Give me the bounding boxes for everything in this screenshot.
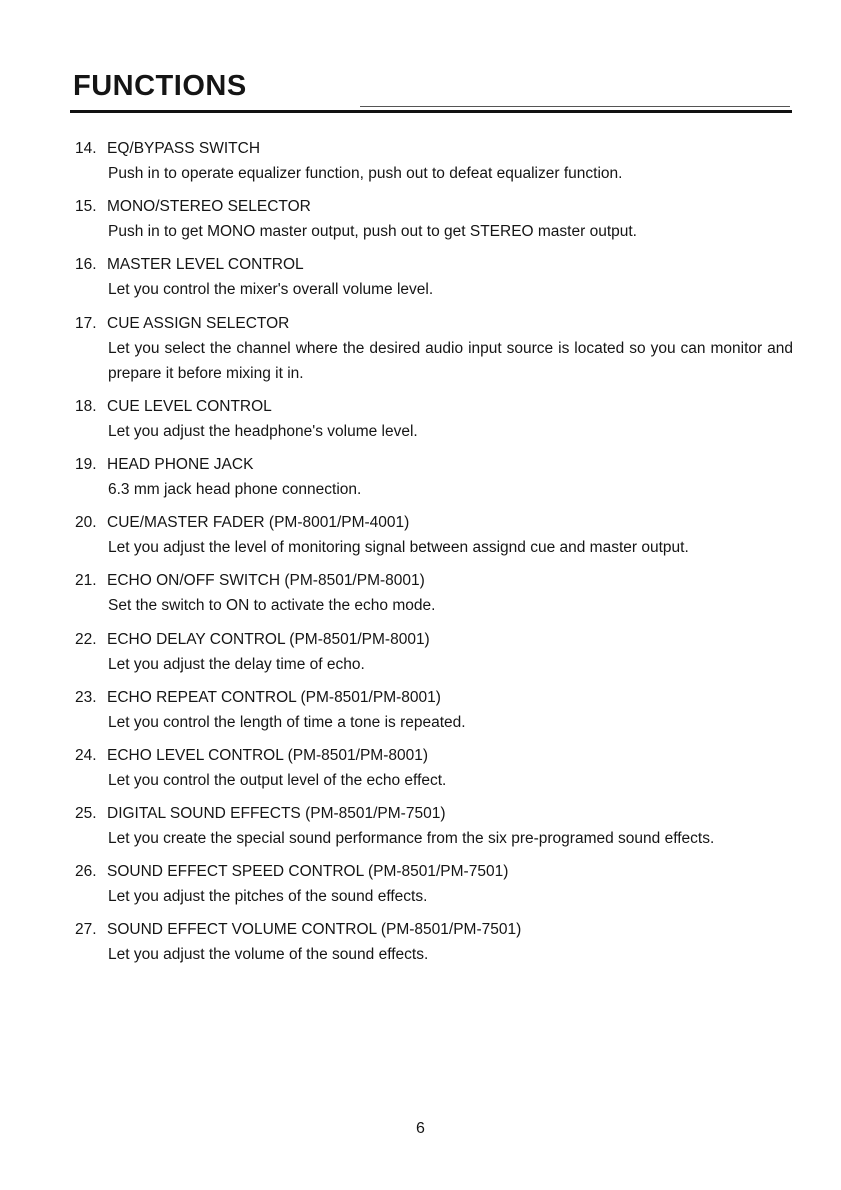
- function-description: Let you create the special sound performance from the six pre-programed sound effects.: [108, 830, 715, 848]
- title-rule-thin: [360, 106, 790, 107]
- function-number: 17.: [75, 314, 97, 332]
- function-number: 23.: [75, 688, 97, 706]
- function-description: Push in to get MONO master output, push out to get STEREO master output.: [108, 223, 637, 241]
- function-heading: [75, 510, 793, 535]
- function-number: 15.: [75, 198, 97, 216]
- function-title: SOUND EFFECT VOLUME CONTROL (PM-8501/PM-7501): [107, 921, 522, 939]
- title-rule: [70, 110, 792, 113]
- function-heading: [75, 859, 793, 884]
- function-description: Let you adjust the level of monitoring signal between assignd cue and master output.: [108, 539, 689, 557]
- function-heading: [75, 743, 793, 768]
- function-heading: [75, 568, 793, 593]
- function-title: EQ/BYPASS SWITCH: [107, 140, 261, 157]
- function-item: [75, 311, 793, 386]
- function-heading: [75, 801, 793, 826]
- function-description: Let you adjust the headphone's volume level.: [108, 422, 418, 440]
- function-item: [75, 194, 793, 244]
- function-heading: [75, 194, 793, 219]
- function-heading: [75, 917, 793, 942]
- function-description: Push in to operate equalizer function, push out to defeat equalizer function.: [108, 165, 623, 182]
- function-description: Let you control the length of time a tone is repeated.: [108, 713, 466, 731]
- function-title: ECHO REPEAT CONTROL (PM-8501/PM-8001): [107, 688, 441, 706]
- function-description: Set the switch to ON to activate the echo mode.: [108, 597, 436, 615]
- function-title: ECHO LEVEL CONTROL (PM-8501/PM-8001): [107, 746, 429, 764]
- function-description: Let you adjust the delay time of echo.: [108, 655, 365, 673]
- function-item: [75, 627, 793, 677]
- function-number: 16.: [75, 256, 97, 274]
- function-description: Let you control the output level of the echo effect.: [108, 771, 447, 789]
- function-title: ECHO ON/OFF SWITCH (PM-8501/PM-8001): [107, 572, 425, 590]
- function-heading: [75, 627, 793, 652]
- function-list: [75, 136, 793, 976]
- function-item: [75, 510, 793, 560]
- function-item: [75, 743, 793, 793]
- function-description: Let you select the channel where the desired audio input source is located so you can monitor and prepare it before mixing it in.: [108, 339, 793, 382]
- page-number: 6: [416, 1120, 425, 1137]
- page-title: FUNCTIONS: [73, 70, 247, 102]
- function-number: 18.: [75, 397, 97, 415]
- function-item: [75, 801, 793, 851]
- function-title: CUE/MASTER FADER (PM-8001/PM-4001): [107, 514, 410, 532]
- function-heading: [75, 394, 793, 419]
- function-number: 20.: [75, 514, 97, 532]
- function-title: CUE ASSIGN SELECTOR: [107, 314, 290, 332]
- function-heading: [75, 311, 793, 336]
- function-number: 24.: [75, 746, 97, 764]
- function-title: DIGITAL SOUND EFFECTS (PM-8501/PM-7501): [107, 805, 446, 823]
- function-item: [75, 252, 793, 302]
- function-item: [75, 452, 793, 502]
- function-title: HEAD PHONE JACK: [107, 455, 254, 473]
- function-title: MONO/STEREO SELECTOR: [107, 198, 311, 216]
- function-number: 19.: [75, 455, 97, 473]
- function-item: [75, 859, 793, 909]
- function-description: Let you adjust the volume of the sound effects.: [108, 946, 429, 964]
- function-heading: [75, 685, 793, 710]
- function-heading: [75, 252, 793, 277]
- function-item: [75, 685, 793, 735]
- function-number: 26.: [75, 863, 97, 881]
- function-title: CUE LEVEL CONTROL: [107, 397, 272, 415]
- function-number: 22.: [75, 630, 97, 648]
- function-item: [75, 917, 793, 967]
- function-title: SOUND EFFECT SPEED CONTROL (PM-8501/PM-7501): [107, 863, 509, 881]
- function-title: MASTER LEVEL CONTROL: [107, 256, 304, 274]
- function-description: Let you adjust the pitches of the sound effects.: [108, 888, 428, 906]
- function-number: 27.: [75, 921, 97, 939]
- function-number: 14.: [75, 140, 97, 157]
- function-item: [75, 136, 793, 186]
- function-item: [75, 568, 793, 618]
- function-heading: [75, 136, 793, 161]
- function-number: 21.: [75, 572, 97, 590]
- function-number: 25.: [75, 805, 97, 823]
- function-description: 6.3 mm jack head phone connection.: [108, 480, 362, 498]
- function-item: [75, 394, 793, 444]
- function-description: Let you control the mixer's overall volume level.: [108, 281, 434, 299]
- function-title: ECHO DELAY CONTROL (PM-8501/PM-8001): [107, 630, 430, 648]
- function-heading: [75, 452, 793, 477]
